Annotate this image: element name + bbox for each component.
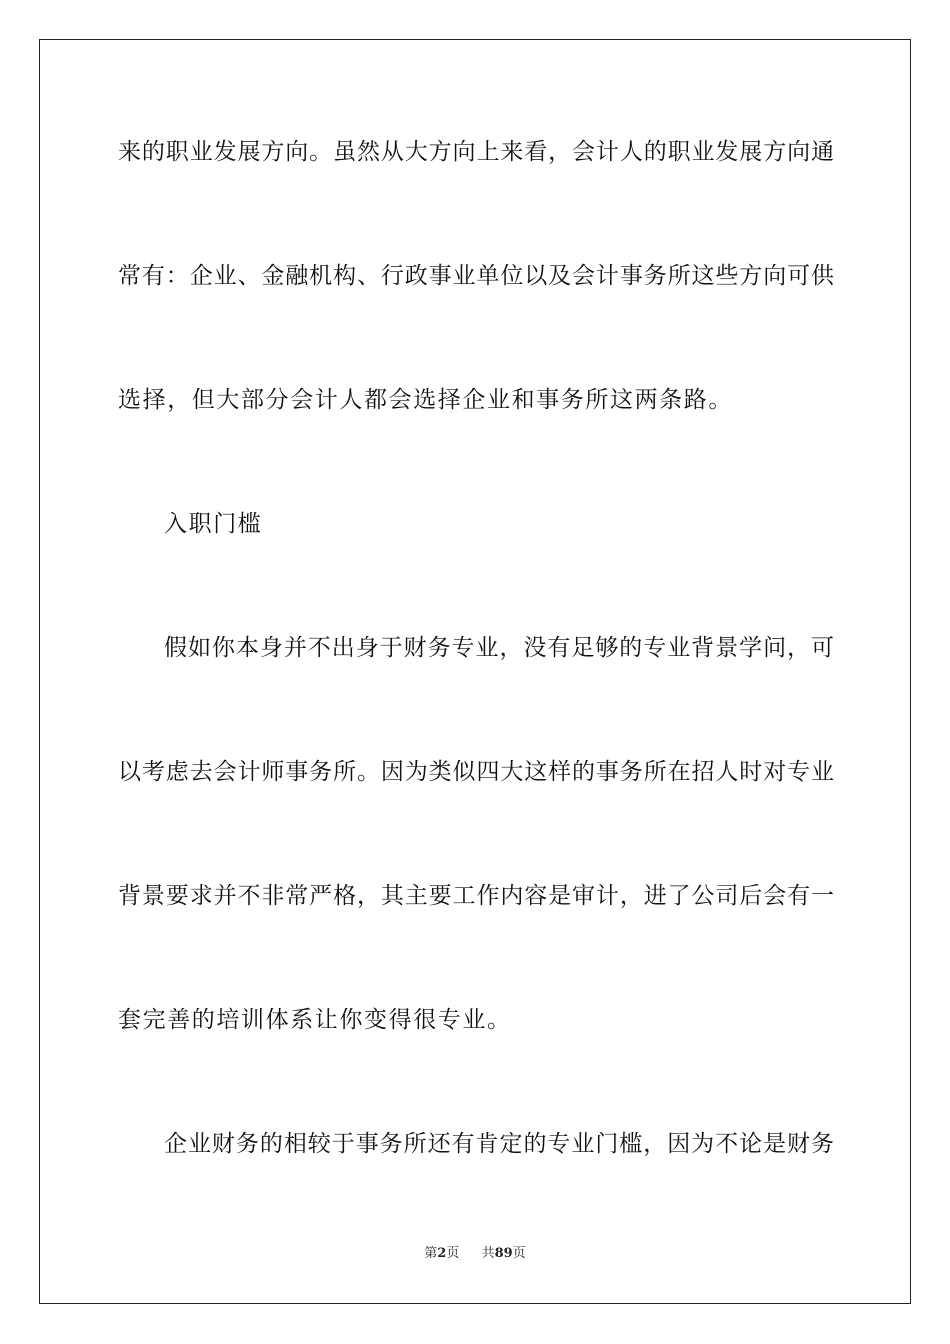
section-heading: 入职门槛: [164, 511, 263, 537]
paragraph-line: 假如你本身并不出身于财务专业，没有足够的专业背景学问，可: [164, 635, 834, 661]
paragraph-line: 常有：企业、金融机构、行政事业单位以及会计事务所这些方向可供: [118, 263, 834, 289]
paragraph-line: 企业财务的相较于事务所还有肯定的专业门槛，因为不论是财务: [164, 1131, 834, 1157]
paragraph-line: 背景要求并不非常严格，其主要工作内容是审计，进了公司后会有一: [118, 883, 834, 909]
paragraph-line: 选择，但大部分会计人都会选择企业和事务所这两条路。: [118, 387, 733, 413]
page-total: 共89页: [481, 1246, 526, 1261]
paragraph-line: 以考虑去会计师事务所。因为类似四大这样的事务所在招人时对专业: [118, 759, 834, 785]
paragraph-line: 套完善的培训体系让你变得很专业。: [118, 1007, 512, 1033]
paragraph-line: 来的职业发展方向。虽然从大方向上来看，会计人的职业发展方向通: [118, 139, 834, 165]
page-footer: [0, 1245, 950, 1263]
page-number: 第2页: [424, 1246, 460, 1261]
page-border: [39, 39, 911, 1304]
